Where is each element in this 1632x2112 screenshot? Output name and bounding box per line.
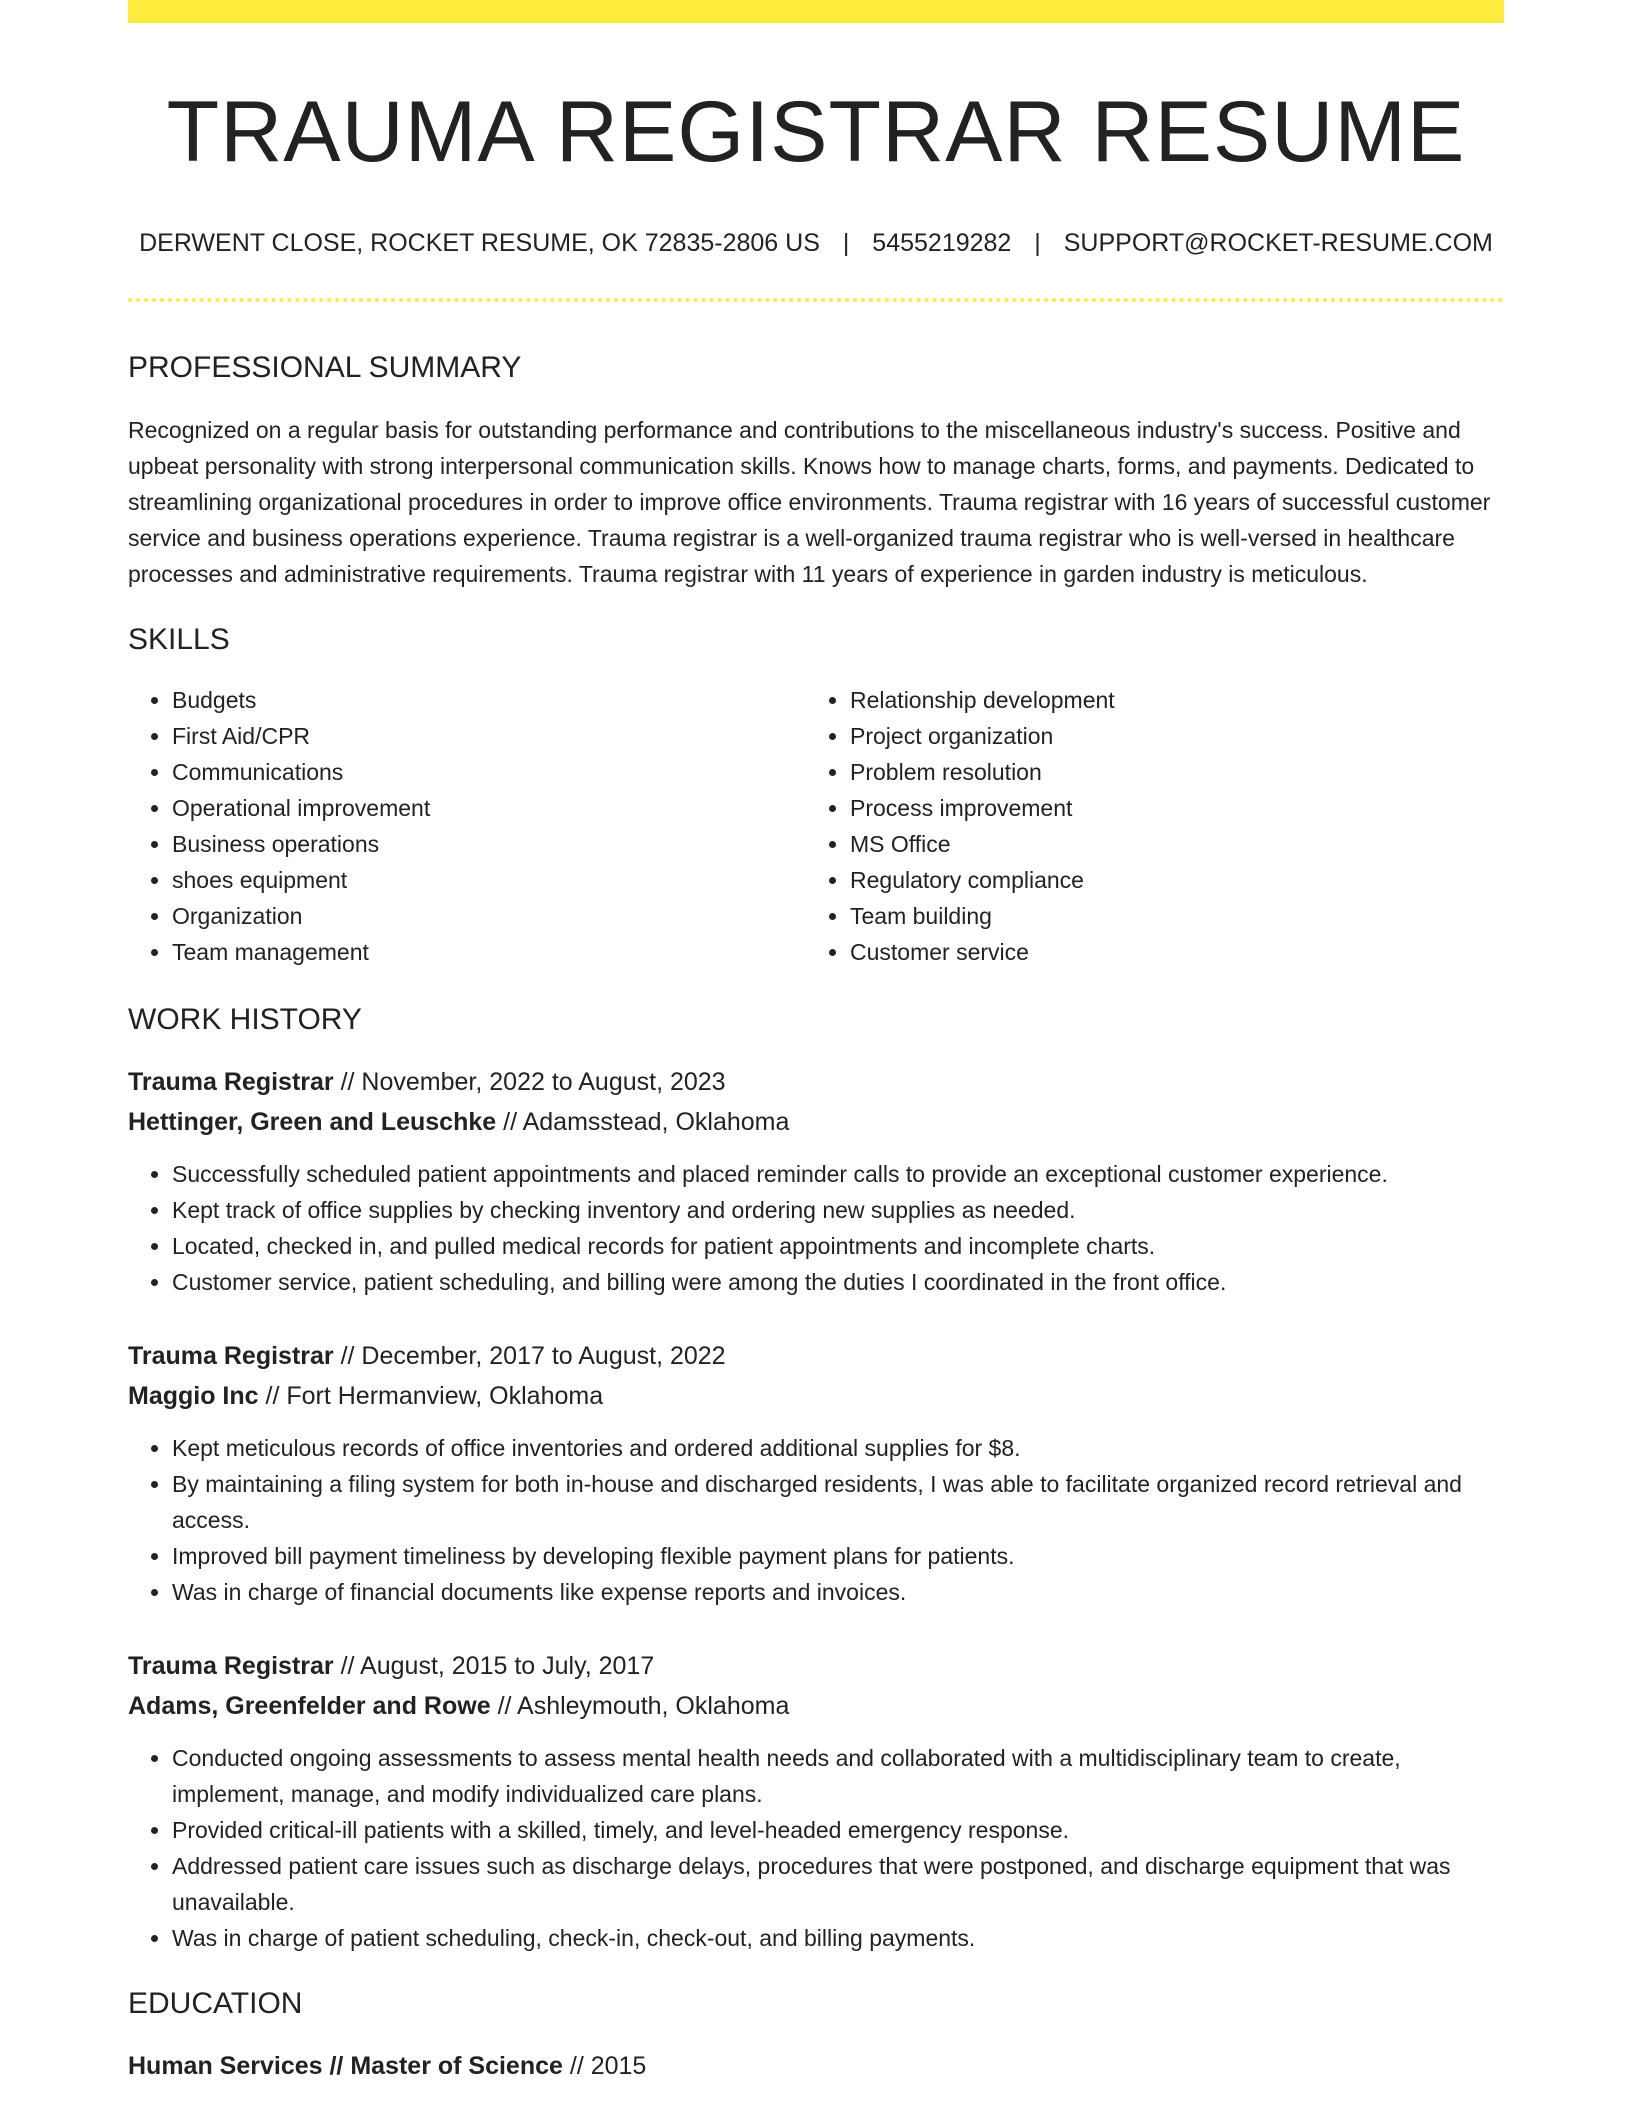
skill-item: • Operational improvement [172, 790, 806, 826]
job-location: // Adamsstead, Oklahoma [503, 1108, 790, 1137]
job-bullet: • Kept meticulous records of office inventories and ordered additional supplies for $8. [172, 1430, 1504, 1466]
contact-line [128, 228, 1504, 258]
job-bullet: • Kept track of office supplies by checking inventory and ordering new supplies as needed. [172, 1192, 1504, 1228]
skills-heading: SKILLS [128, 623, 230, 657]
contact-address: DERWENT CLOSE, ROCKET RESUME, OK 72835-2806 US [139, 229, 820, 258]
job-entry [128, 1062, 1504, 1300]
job-location: // Ashleymouth, Oklahoma [497, 1692, 790, 1721]
skills-list [128, 682, 1504, 970]
job-bullets [128, 1740, 1504, 1956]
skill-item: • Budgets [172, 682, 806, 718]
job-bullet: • By maintaining a filing system for both in-house and discharged residents, I was able to facilitate organized record retrieval and access. [172, 1466, 1504, 1538]
contact-separator: | [842, 229, 850, 258]
skills-column-left [128, 682, 806, 970]
education-degree: Human Services // Master of Science [128, 2052, 563, 2081]
job-dates: // December, 2017 to August, 2022 [340, 1342, 726, 1371]
job-dates: // August, 2015 to July, 2017 [340, 1652, 655, 1681]
contact-email: SUPPORT@ROCKET-RESUME.COM [1063, 229, 1493, 258]
education-year: // 2015 [569, 2052, 647, 2081]
job-entry [128, 1646, 1504, 1956]
job-bullet: • Was in charge of financial documents like expense reports and invoices. [172, 1574, 1504, 1610]
job-bullet: • Was in charge of patient scheduling, check-in, check-out, and billing payments. [172, 1920, 1504, 1956]
job-bullet: • Successfully scheduled patient appointments and placed reminder calls to provide an exceptional customer experience. [172, 1156, 1504, 1192]
job-dates: // November, 2022 to August, 2023 [340, 1068, 726, 1097]
summary-text: Recognized on a regular basis for outstanding performance and contributions to the miscellaneous industry's success. Positive and upbeat personality with strong interpersonal communication skills. Knows how to manage charts, forms, and payments. Dedicated to streamlining organizational procedures in order to improve office environments. Trauma registrar with 16 years of successful customer service and business operations experience. Trauma registrar is a well-organized trauma registrar who is well-versed in healthcare processes and administrative requirements. Trauma registrar with 11 years of experience in garden industry is meticulous. [128, 417, 1491, 588]
skill-item: • Team building [850, 898, 1484, 934]
skill-item: • MS Office [850, 826, 1484, 862]
job-company: Hettinger, Green and Leuschke [128, 1108, 497, 1137]
job-bullet: • Improved bill payment timeliness by developing flexible payment plans for patients. [172, 1538, 1504, 1574]
skill-item: • First Aid/CPR [172, 718, 806, 754]
skill-item: • Team management [172, 934, 806, 970]
job-title-line [128, 1336, 1504, 1376]
skills-column-right [806, 682, 1484, 970]
job-company-line [128, 1376, 1504, 1416]
job-bullet: • Located, checked in, and pulled medical records for patient appointments and incomplete charts. [172, 1228, 1504, 1264]
job-company: Maggio Inc [128, 1382, 259, 1411]
top-accent-bar [128, 0, 1504, 23]
job-bullets [128, 1156, 1504, 1300]
job-location: // Fort Hermanview, Oklahoma [265, 1382, 604, 1411]
job-entry [128, 1336, 1504, 1610]
job-company-line [128, 1102, 1504, 1142]
resume-title: TRAUMA REGISTRAR RESUME [166, 84, 1466, 180]
skill-item: • Problem resolution [850, 754, 1484, 790]
job-title: Trauma Registrar [128, 1068, 334, 1097]
contact-separator: | [1034, 229, 1041, 258]
job-title-line [128, 1646, 1504, 1686]
job-bullet: • Conducted ongoing assessments to assess mental health needs and collaborated with a multidisciplinary team to create, implement, manage, and modify individualized care plans. [172, 1740, 1504, 1812]
job-title: Trauma Registrar [128, 1652, 334, 1681]
work-history-heading: WORK HISTORY [128, 1003, 362, 1037]
skill-item: • Communications [172, 754, 806, 790]
job-company: Adams, Greenfelder and Rowe [128, 1692, 491, 1721]
job-bullet: • Provided critical-ill patients with a skilled, timely, and level-headed emergency response. [172, 1812, 1504, 1848]
skill-item: • Organization [172, 898, 806, 934]
summary-heading: PROFESSIONAL SUMMARY [128, 351, 522, 385]
job-bullet: • Customer service, patient scheduling, and billing were among the duties I coordinated in the front office. [172, 1264, 1504, 1300]
job-title-line [128, 1062, 1504, 1102]
job-bullets [128, 1430, 1504, 1610]
job-bullet: • Addressed patient care issues such as discharge delays, procedures that were postponed, and discharge equipment that was unavailable. [172, 1848, 1504, 1920]
skill-item: • Regulatory compliance [850, 862, 1484, 898]
skill-item: • Relationship development [850, 682, 1484, 718]
skill-item: • Customer service [850, 934, 1484, 970]
contact-phone: 5455219282 [872, 229, 1012, 258]
skill-item: • shoes equipment [172, 862, 806, 898]
education-heading: EDUCATION [128, 1987, 303, 2021]
education-entry [128, 2046, 1504, 2086]
skill-item: • Business operations [172, 826, 806, 862]
job-title: Trauma Registrar [128, 1342, 334, 1371]
skill-item: • Process improvement [850, 790, 1484, 826]
resume-page [128, 0, 1504, 2086]
job-company-line [128, 1686, 1504, 1726]
skill-item: • Project organization [850, 718, 1484, 754]
dotted-divider [128, 298, 1504, 302]
